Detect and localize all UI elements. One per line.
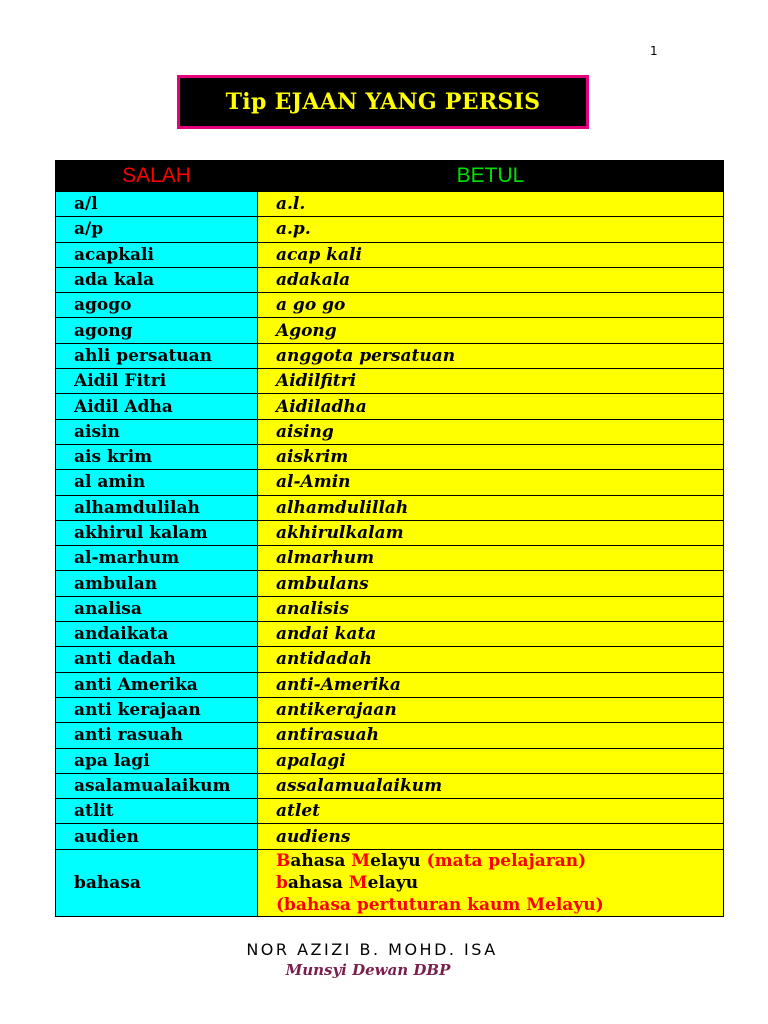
- table-row: [56, 520, 724, 545]
- table-row: [56, 672, 724, 697]
- cell-betul: anggota persatuan: [258, 343, 724, 368]
- cell-salah: ada kala: [56, 267, 258, 292]
- table-row: [56, 217, 724, 242]
- red-letter-b: b: [276, 872, 288, 893]
- text-ahasa: ahasa: [287, 872, 349, 893]
- table-row: [56, 369, 724, 394]
- author-name: [0, 940, 768, 959]
- cell-salah: ais krim: [56, 444, 258, 469]
- author-title: [0, 961, 768, 979]
- table-row: [56, 495, 724, 520]
- cell-salah: anti Amerika: [56, 672, 258, 697]
- cell-betul: anti-Amerika: [258, 672, 724, 697]
- cell-salah: apa lagi: [56, 748, 258, 773]
- header-betul: BETUL: [258, 161, 724, 192]
- cell-salah: alhamdulilah: [56, 495, 258, 520]
- table-row: [56, 748, 724, 773]
- cell-salah: al-marhum: [56, 546, 258, 571]
- cell-salah: acapkali: [56, 242, 258, 267]
- table-row: [56, 697, 724, 722]
- table-row: [56, 723, 724, 748]
- cell-salah: atlit: [56, 799, 258, 824]
- table-row: [56, 596, 724, 621]
- cell-salah: al amin: [56, 470, 258, 495]
- spelling-table: [55, 160, 724, 917]
- table-row: [56, 470, 724, 495]
- cell-betul-bahasa: [258, 849, 724, 916]
- cell-betul: almarhum: [258, 546, 724, 571]
- table-row: [56, 571, 724, 596]
- cell-betul: ambulans: [258, 571, 724, 596]
- cell-salah: Aidil Adha: [56, 394, 258, 419]
- table-row: [56, 343, 724, 368]
- cell-betul: atlet: [258, 799, 724, 824]
- cell-betul: audiens: [258, 824, 724, 849]
- cell-salah: akhirul kalam: [56, 520, 258, 545]
- table-row: [56, 647, 724, 672]
- table-row: [56, 799, 724, 824]
- note-mata-pelajaran: (mata pelajaran): [426, 850, 587, 871]
- cell-betul: assalamualaikum: [258, 773, 724, 798]
- cell-salah: ambulan: [56, 571, 258, 596]
- page-title: Tip EJAAN YANG PERSIS: [225, 89, 541, 115]
- cell-betul: Aidiladha: [258, 394, 724, 419]
- bahasa-line-1: [276, 850, 723, 872]
- cell-betul: a.l.: [258, 192, 724, 217]
- table-row: [56, 444, 724, 469]
- cell-betul: andai kata: [258, 622, 724, 647]
- red-letter-m: M: [348, 872, 368, 893]
- cell-betul: antikerajaan: [258, 697, 724, 722]
- cell-betul: aiskrim: [258, 444, 724, 469]
- bahasa-line-2: [276, 872, 723, 894]
- red-letter-m: M: [351, 850, 371, 871]
- table-row: [56, 622, 724, 647]
- title-box: [177, 75, 589, 129]
- table-row: [56, 267, 724, 292]
- cell-salah: agogo: [56, 293, 258, 318]
- text-elayu: elayu: [367, 872, 419, 893]
- bahasa-line-3: (bahasa pertuturan kaum Melayu): [276, 894, 604, 915]
- cell-betul: alhamdulillah: [258, 495, 724, 520]
- cell-betul: adakala: [258, 267, 724, 292]
- table-row: [56, 242, 724, 267]
- cell-salah: anti dadah: [56, 647, 258, 672]
- cell-salah: asalamualaikum: [56, 773, 258, 798]
- table-row: [56, 318, 724, 343]
- text-elayu: elayu: [370, 850, 427, 871]
- cell-salah: aisin: [56, 419, 258, 444]
- author-text: NOR AZIZI B. MOHD. ISA: [246, 940, 498, 959]
- table-header-row: [56, 161, 724, 192]
- text-ahasa: ahasa: [290, 850, 352, 871]
- cell-salah: ahli persatuan: [56, 343, 258, 368]
- page-number: 1: [650, 44, 658, 58]
- cell-salah: bahasa: [56, 849, 258, 916]
- cell-betul: aising: [258, 419, 724, 444]
- table-row-bahasa: [56, 849, 724, 916]
- cell-betul: a.p.: [258, 217, 724, 242]
- cell-salah: agong: [56, 318, 258, 343]
- cell-betul: acap kali: [258, 242, 724, 267]
- cell-betul: Agong: [258, 318, 724, 343]
- cell-betul: al-Amin: [258, 470, 724, 495]
- table-row: [56, 546, 724, 571]
- cell-betul: akhirulkalam: [258, 520, 724, 545]
- table-row: [56, 824, 724, 849]
- table-row: [56, 293, 724, 318]
- cell-betul: antidadah: [258, 647, 724, 672]
- cell-betul: a go go: [258, 293, 724, 318]
- table-row: [56, 394, 724, 419]
- header-salah: SALAH: [56, 161, 258, 192]
- table-row: [56, 192, 724, 217]
- cell-salah: anti kerajaan: [56, 697, 258, 722]
- table-row: [56, 773, 724, 798]
- table-row: [56, 419, 724, 444]
- cell-betul: analisis: [258, 596, 724, 621]
- red-letter-b: B: [276, 850, 291, 871]
- cell-salah: andaikata: [56, 622, 258, 647]
- cell-salah: Aidil Fitri: [56, 369, 258, 394]
- cell-salah: a/p: [56, 217, 258, 242]
- author-title-text: Munsyi Dewan DBP: [285, 961, 451, 979]
- cell-salah: a/l: [56, 192, 258, 217]
- cell-salah: analisa: [56, 596, 258, 621]
- cell-betul: antirasuah: [258, 723, 724, 748]
- cell-salah: anti rasuah: [56, 723, 258, 748]
- cell-betul: Aidilfitri: [258, 369, 724, 394]
- table-body: [56, 192, 724, 917]
- cell-betul: apalagi: [258, 748, 724, 773]
- cell-salah: audien: [56, 824, 258, 849]
